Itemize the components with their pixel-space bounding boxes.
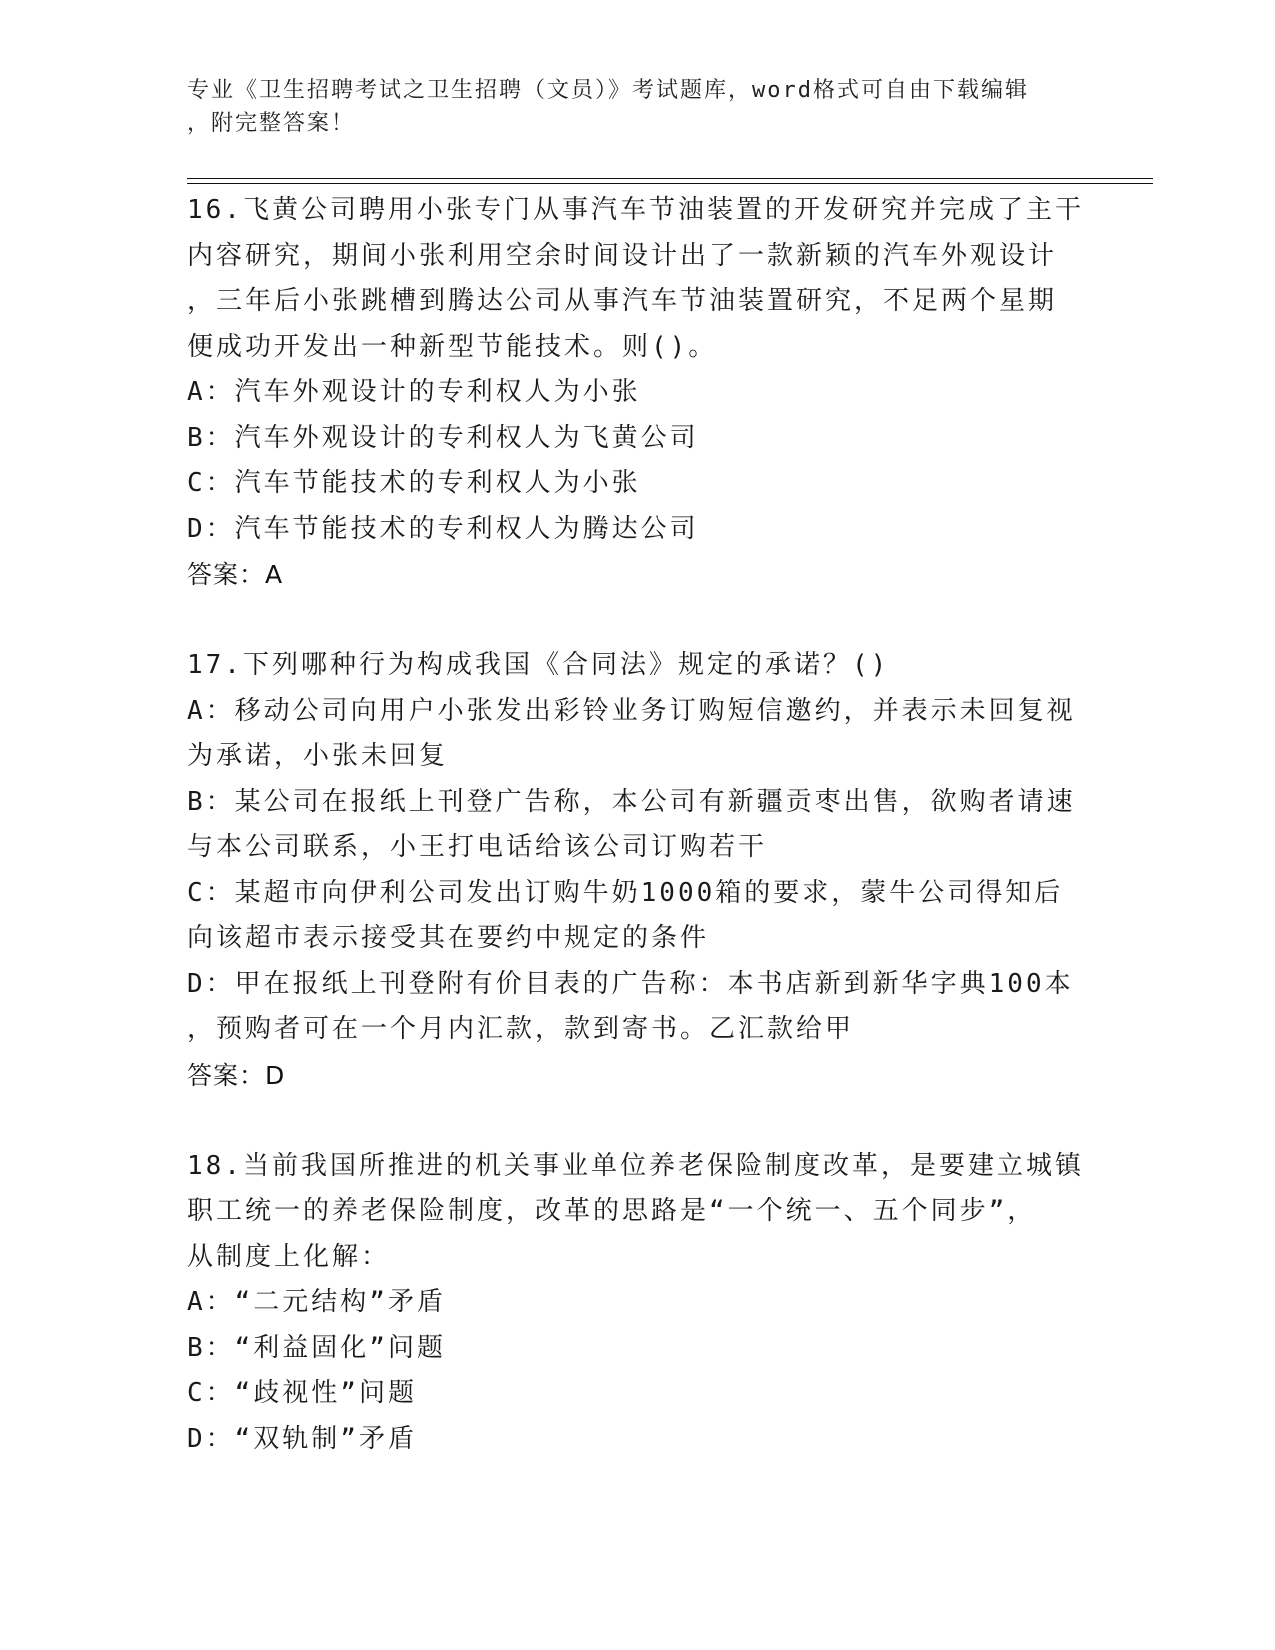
- option-c: C：汽车节能技术的专利权人为小张: [187, 468, 641, 498]
- header-line-2: ，附完整答案！: [187, 111, 356, 136]
- question-list: [187, 188, 1087, 1462]
- question-17: [187, 643, 1087, 1098]
- option-a: A：“二元结构”矛盾: [187, 1287, 446, 1317]
- option-d: D：“双轨制”矛盾: [187, 1423, 417, 1454]
- question-16: [187, 188, 1087, 598]
- question-stem-line: 内容研究，期间小张利用空余时间设计出了一款新颖的汽车外观设计: [187, 240, 1058, 271]
- question-stem-line: 便成功开发出一种新型节能技术。则()。: [187, 331, 718, 362]
- option-c-continued: 向该超市表示接受其在要约中规定的条件: [187, 923, 710, 953]
- header-line-1: 专业《卫生招聘考试之卫生招聘（文员）》考试题库，word格式可自由下载编辑: [187, 78, 1029, 103]
- option-b: B：汽车外观设计的专利权人为飞黄公司: [187, 422, 699, 453]
- question-stem-line: 16.飞黄公司聘用小张专门从事汽车节油装置的开发研究并完成了主干: [187, 195, 1084, 225]
- question-stem-line: 职工统一的养老保险制度，改革的思路是“一个统一、五个同步”，: [187, 1196, 1037, 1226]
- option-b-continued: 与本公司联系，小王打电话给该公司订购若干: [187, 832, 768, 862]
- document-header: [187, 74, 1067, 140]
- question-stem-line: 18.当前我国所推进的机关事业单位养老保险制度改革，是要建立城镇: [187, 1150, 1084, 1181]
- option-a: A：移动公司向用户小张发出彩铃业务订购短信邀约，并表示未回复视: [187, 695, 1076, 726]
- answer-line: 答案：A: [187, 560, 284, 589]
- option-b: B：某公司在报纸上刊登广告称，本公司有新疆贡枣出售，欲购者请速: [187, 786, 1076, 817]
- question-stem-line: 17.下列哪种行为构成我国《合同法》规定的承诺？(): [187, 650, 890, 680]
- question-18: [187, 1144, 1087, 1463]
- option-c: C：某超市向伊利公司发出订购牛奶1000箱的要求，蒙牛公司得知后: [187, 877, 1064, 908]
- option-a: A：汽车外观设计的专利权人为小张: [187, 377, 641, 407]
- answer-line: 答案：D: [187, 1060, 286, 1090]
- question-spacer: [187, 1098, 1087, 1144]
- question-stem-line: 从制度上化解：: [187, 1241, 391, 1272]
- option-a-continued: 为承诺，小张未回复: [187, 741, 449, 771]
- option-b: B：“利益固化”问题: [187, 1332, 446, 1363]
- option-d-continued: ，预购者可在一个月内汇款，款到寄书。乙汇款给甲: [187, 1014, 855, 1044]
- question-spacer: [187, 598, 1087, 644]
- option-d: D：汽车节能技术的专利权人为腾达公司: [187, 513, 699, 544]
- header-divider-top: [187, 178, 1153, 179]
- option-c: C：“歧视性”问题: [187, 1378, 417, 1408]
- header-divider-bottom: [187, 183, 1153, 184]
- option-d: D：甲在报纸上刊登附有价目表的广告称：本书店新到新华字典100本: [187, 968, 1074, 999]
- question-stem-line: ，三年后小张跳槽到腾达公司从事汽车节油装置研究，不足两个星期: [187, 286, 1058, 316]
